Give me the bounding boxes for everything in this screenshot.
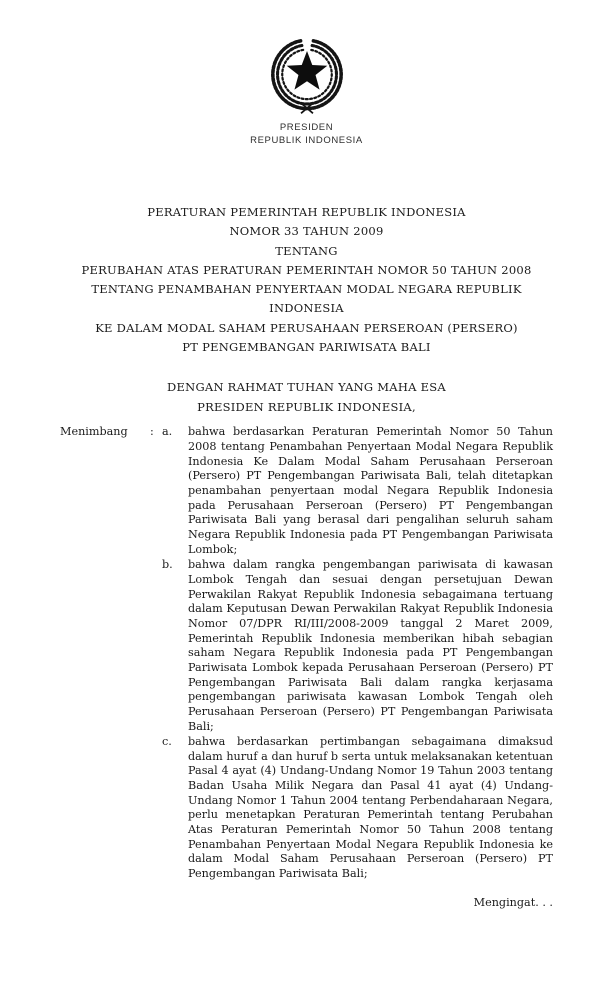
menimbang-item-b <box>162 558 553 734</box>
item-letter: a. <box>162 425 173 439</box>
authority-line: PRESIDEN REPUBLIK INDONESIA, <box>197 400 416 415</box>
letterhead-republik-indonesia: REPUBLIK INDONESIA <box>250 135 363 146</box>
regulation-title <box>60 203 553 357</box>
preamble <box>60 377 553 417</box>
catchword-mengingat: Mengingat. . . <box>473 895 553 909</box>
menimbang-item-c <box>162 735 553 882</box>
title-line-subject-2: TENTANG PENAMBAHAN PENYERTAAN MODAL NEGARA REPUBLIK INDONESIA <box>91 282 522 316</box>
title-line-subject-4: PT PENGEMBANGAN PARIWISATA BALI <box>182 340 431 355</box>
menimbang-colon: : <box>150 425 154 439</box>
menimbang-section <box>60 425 553 882</box>
title-line-tentang: TENTANG <box>275 243 338 258</box>
title-line-subject-3: KE DALAM MODAL SAHAM PERUSAHAAN PERSEROAN (PERSERO) <box>95 320 518 335</box>
invocation-line: DENGAN RAHMAT TUHAN YANG MAHA ESA <box>167 380 446 395</box>
item-text: bahwa berdasarkan Peraturan Pemerintah Nomor 50 Tahun 2008 tentang Penambahan Penyertaan Modal Negara Republik Indonesia Ke Dalam Modal Saham Perusahaan Perseroan (Persero) PT Pengembangan Pariwisata Bali, telah ditetapkan penambahan penyertaan modal Negara Republik Indonesia pada Perusahaan Perseroan (Persero) PT Pengembangan Pariwisata Bali yang berasal dari pengalihan seluruh saham Negara Republik Indonesia pada PT Pengembangan Pariwisata Lombok; <box>188 425 553 556</box>
letterhead-presiden: PRESIDEN <box>279 122 334 133</box>
item-text: bahwa berdasarkan pertimbangan sebagaimana dimaksud dalam huruf a dan huruf b serta untuk melaksanakan ketentuan Pasal 4 ayat (4) Undang-Undang Nomor 19 Tahun 2003 tentang Badan Usaha Milik Negara dan Pasal 41 ayat (4) Undang-Undang Nomor 1 Tahun 2004 tentang Perbendaharaan Negara, perlu menetapkan Peraturan Pemerintah tentang Perubahan Atas Peraturan Pemerintah Nomor 50 Tahun 2008 tentang Penambahan Penyertaan Modal Negara Republik Indonesia ke dalam Modal Saham Perusahaan Perseroan (Persero) PT Pengembangan Pariwisata Bali; <box>188 735 553 881</box>
title-line-type: PERATURAN PEMERINTAH REPUBLIK INDONESIA <box>147 205 466 219</box>
title-line-subject-1: PERUBAHAN ATAS PERATURAN PEMERINTAH NOMOR 50 TAHUN 2008 <box>81 262 532 277</box>
menimbang-label: Menimbang <box>60 425 128 439</box>
item-text: bahwa dalam rangka pengembangan pariwisata di kawasan Lombok Tengah dan sesuai dengan persetujuan Dewan Perwakilan Rakyat Republik Indonesia sebagaimana tertuang dalam Keputusan Dewan Perwakilan Rakyat Republik Indonesia Nomor 07/DPR RI/III/2008-2009 tanggal 2 Maret 2009, Pemerintah Republik Indonesia memberikan hibah sebagian saham Negara Republik Indonesia pada PT Pengembangan Pariwisata Lombok kepada Perusahaan Perseroan (Persero) PT Pengembangan Pariwisata Bali dalam rangka kerjasama pengembangan pariwisata kawasan Lombok Tengah oleh Perusahaan Perseroan (Persero) PT Pengembangan Pariwisata Bali; <box>188 558 553 733</box>
item-letter: b. <box>162 558 173 572</box>
star-wreath-emblem-icon <box>263 33 351 115</box>
title-line-number: NOMOR 33 TAHUN 2009 <box>229 224 384 239</box>
menimbang-item-a <box>162 425 553 557</box>
letterhead <box>60 33 553 147</box>
item-letter: c. <box>162 735 172 749</box>
